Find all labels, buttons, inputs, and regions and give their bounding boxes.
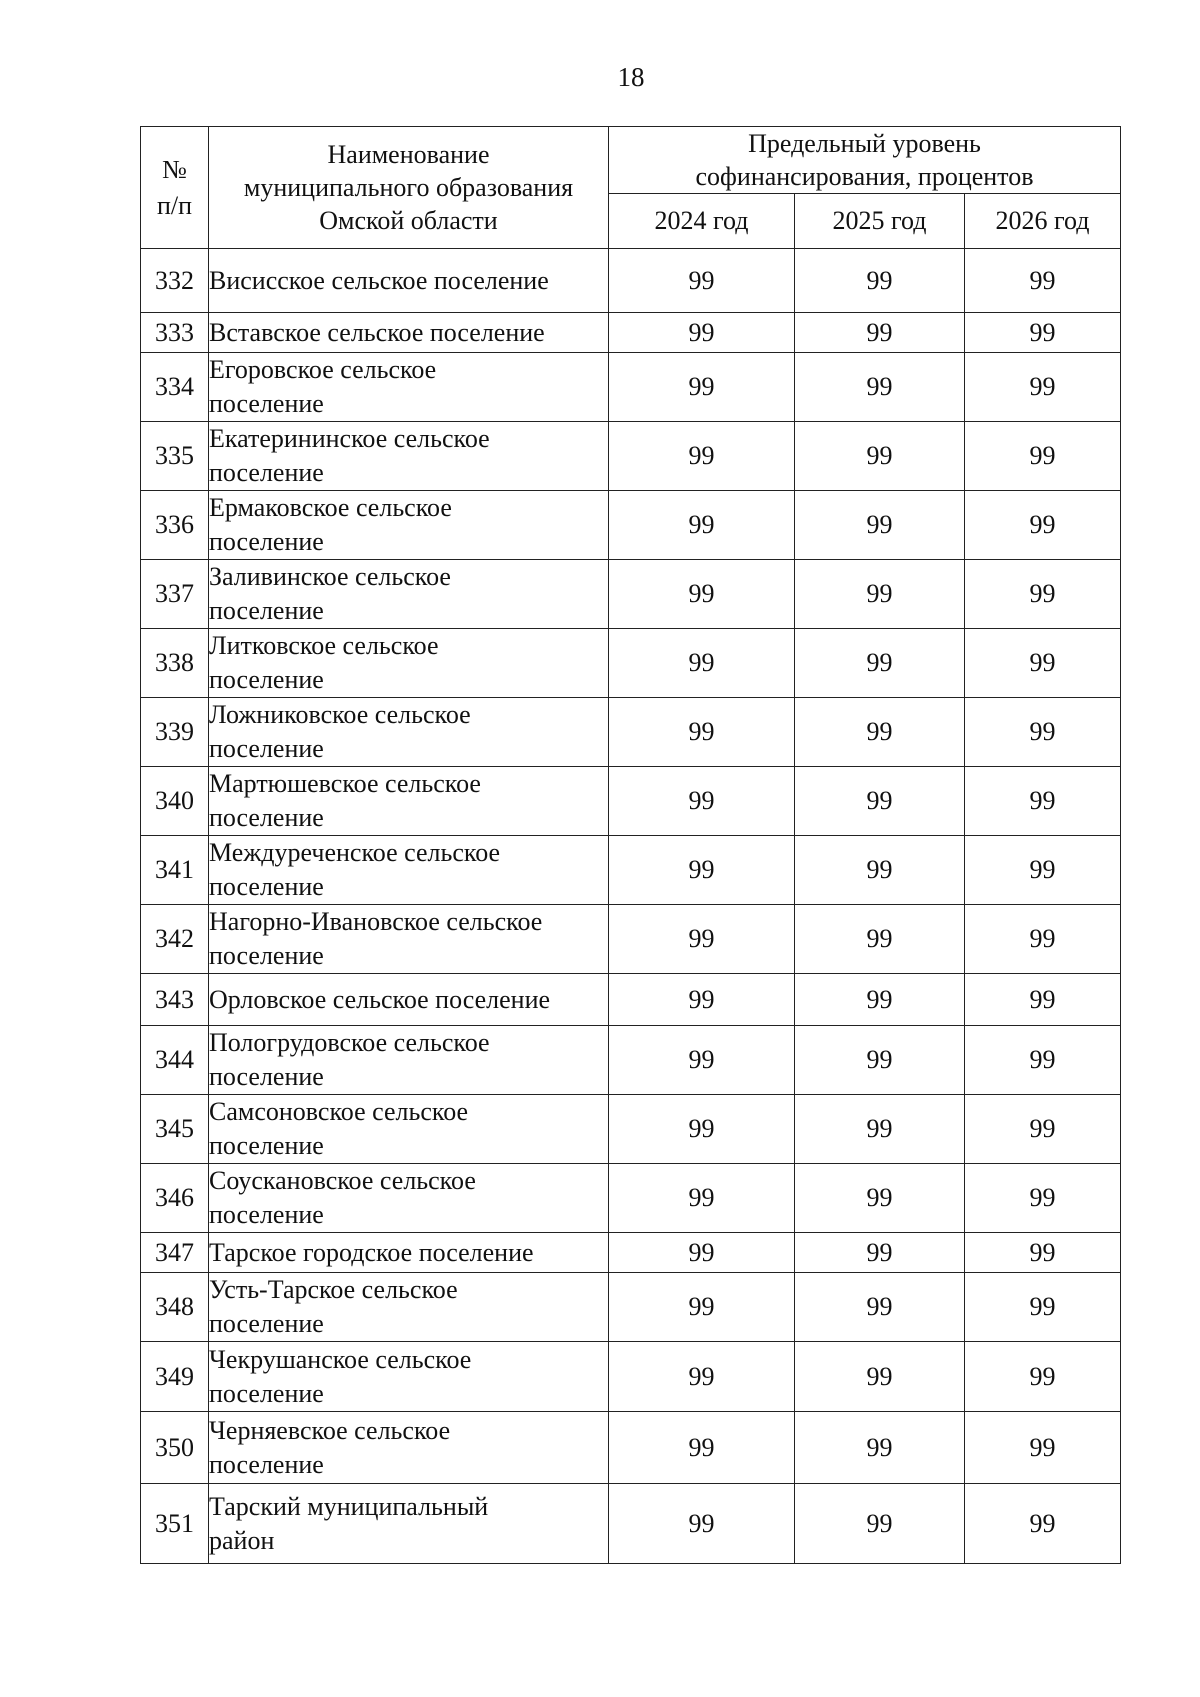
municipality-name-line: поселение	[209, 803, 324, 832]
cofinancing-value-2026: 99	[965, 422, 1121, 491]
header-year-2024: 2024 год	[609, 194, 795, 249]
row-number: 336	[141, 491, 209, 560]
cofinancing-value-2025: 99	[795, 629, 965, 698]
table-row	[141, 1026, 1121, 1095]
municipality-name-line: поселение	[209, 1062, 324, 1091]
row-number: 333	[141, 313, 209, 353]
cofinancing-value-2025: 99	[795, 1164, 965, 1233]
header-cofinancing-level	[609, 127, 1121, 194]
municipality-name	[209, 836, 609, 905]
cofinancing-value-2024: 99	[609, 1164, 795, 1233]
cofinancing-value-2024: 99	[609, 1273, 795, 1342]
cofinancing-value-2024: 99	[609, 1342, 795, 1412]
municipality-name-line: поселение	[209, 389, 324, 418]
header-group-line: Предельный уровень	[748, 129, 981, 158]
cofinancing-value-2025: 99	[795, 313, 965, 353]
municipality-name-line: Соускановское сельское	[209, 1166, 476, 1195]
municipality-name-line: район	[209, 1525, 275, 1555]
cofinancing-value-2026: 99	[965, 767, 1121, 836]
municipality-name-line: Егоровское сельское	[209, 355, 437, 384]
municipality-name-line: Вставское сельское поселение	[209, 317, 545, 347]
row-number: 339	[141, 698, 209, 767]
cofinancing-value-2026: 99	[965, 974, 1121, 1026]
cofinancing-value-2025: 99	[795, 698, 965, 767]
municipality-name-line: Екатерининское сельское	[209, 424, 490, 453]
cofinancing-value-2026: 99	[965, 629, 1121, 698]
municipality-name	[209, 974, 609, 1026]
row-number: 342	[141, 905, 209, 974]
cofinancing-value-2025: 99	[795, 491, 965, 560]
cofinancing-value-2024: 99	[609, 353, 795, 422]
cofinancing-value-2025: 99	[795, 560, 965, 629]
cofinancing-value-2026: 99	[965, 560, 1121, 629]
table-row	[141, 560, 1121, 629]
table-row	[141, 353, 1121, 422]
table-row	[141, 767, 1121, 836]
table-row	[141, 629, 1121, 698]
cofinancing-value-2024: 99	[609, 249, 795, 313]
cofinancing-value-2026: 99	[965, 1412, 1121, 1484]
row-number: 338	[141, 629, 209, 698]
cofinancing-value-2024: 99	[609, 313, 795, 353]
header-number	[141, 127, 209, 249]
municipality-name-line: поселение	[209, 941, 324, 970]
municipality-name	[209, 767, 609, 836]
cofinancing-value-2026: 99	[965, 313, 1121, 353]
cofinancing-value-2024: 99	[609, 491, 795, 560]
cofinancing-value-2025: 99	[795, 905, 965, 974]
cofinancing-value-2026: 99	[965, 491, 1121, 560]
cofinancing-value-2024: 99	[609, 1026, 795, 1095]
table-body	[141, 249, 1121, 1564]
municipality-name	[209, 1412, 609, 1484]
municipality-name-line: Висисское сельское поселение	[209, 265, 549, 295]
cofinancing-table	[140, 126, 1121, 1564]
cofinancing-value-2026: 99	[965, 1273, 1121, 1342]
header-number-line: №	[162, 154, 187, 184]
cofinancing-value-2024: 99	[609, 1095, 795, 1164]
row-number: 348	[141, 1273, 209, 1342]
row-number: 343	[141, 974, 209, 1026]
cofinancing-value-2025: 99	[795, 1273, 965, 1342]
municipality-name-line: поселение	[209, 1449, 324, 1479]
municipality-name-line: Нагорно-Ивановское сельское	[209, 907, 543, 936]
cofinancing-value-2026: 99	[965, 1342, 1121, 1412]
header-year-2026: 2026 год	[965, 194, 1121, 249]
municipality-name-line: поселение	[209, 1309, 324, 1338]
municipality-name	[209, 1342, 609, 1412]
cofinancing-value-2024: 99	[609, 629, 795, 698]
municipality-name-line: Литковское сельское	[209, 631, 439, 660]
cofinancing-value-2026: 99	[965, 1233, 1121, 1273]
municipality-name	[209, 491, 609, 560]
municipality-name-line: Мартюшевское сельское	[209, 769, 481, 798]
row-number: 332	[141, 249, 209, 313]
municipality-name-line: Орловское сельское поселение	[209, 984, 551, 1014]
cofinancing-value-2024: 99	[609, 698, 795, 767]
cofinancing-value-2024: 99	[609, 836, 795, 905]
table-header	[141, 127, 1121, 249]
municipality-name	[209, 313, 609, 353]
header-name-line: муниципального образования	[243, 173, 574, 202]
municipality-name	[209, 1095, 609, 1164]
municipality-name	[209, 1273, 609, 1342]
row-number: 349	[141, 1342, 209, 1412]
table-row	[141, 422, 1121, 491]
table-row	[141, 249, 1121, 313]
table-row	[141, 905, 1121, 974]
row-number: 341	[141, 836, 209, 905]
municipality-name-line: Тарский муниципальный	[209, 1491, 489, 1521]
row-number: 335	[141, 422, 209, 491]
cofinancing-value-2025: 99	[795, 353, 965, 422]
cofinancing-value-2026: 99	[965, 1026, 1121, 1095]
cofinancing-value-2025: 99	[795, 1026, 965, 1095]
municipality-name	[209, 698, 609, 767]
municipality-name-line: поселение	[209, 665, 324, 694]
municipality-name	[209, 1233, 609, 1273]
cofinancing-value-2026: 99	[965, 905, 1121, 974]
municipality-name-line: поселение	[209, 1131, 324, 1160]
cofinancing-value-2025: 99	[795, 1342, 965, 1412]
cofinancing-value-2025: 99	[795, 422, 965, 491]
row-number: 344	[141, 1026, 209, 1095]
table-row	[141, 491, 1121, 560]
cofinancing-value-2025: 99	[795, 1412, 965, 1484]
municipality-name	[209, 560, 609, 629]
row-number: 346	[141, 1164, 209, 1233]
municipality-name-line: Ермаковское сельское	[209, 493, 452, 522]
municipality-name-line: поселение	[209, 458, 324, 487]
cofinancing-value-2025: 99	[795, 1233, 965, 1273]
table-row	[141, 1164, 1121, 1233]
table-row	[141, 1095, 1121, 1164]
municipality-name-line: Черняевское сельское	[209, 1415, 451, 1445]
header-name-line: Наименование	[327, 140, 490, 169]
table-row	[141, 1412, 1121, 1484]
municipality-name-line: поселение	[209, 872, 324, 901]
table-row	[141, 974, 1121, 1026]
header-number-line: п/п	[156, 190, 193, 220]
municipality-name	[209, 629, 609, 698]
cofinancing-value-2025: 99	[795, 767, 965, 836]
cofinancing-value-2026: 99	[965, 1164, 1121, 1233]
table-row	[141, 313, 1121, 353]
row-number: 351	[141, 1484, 209, 1564]
municipality-name-line: Самсоновское сельское	[209, 1097, 469, 1126]
cofinancing-value-2026: 99	[965, 1484, 1121, 1564]
row-number: 340	[141, 767, 209, 836]
table-row	[141, 836, 1121, 905]
municipality-name-line: Заливинское сельское	[209, 562, 451, 591]
row-number: 337	[141, 560, 209, 629]
table-row	[141, 1342, 1121, 1412]
municipality-name-line: поселение	[209, 1378, 324, 1408]
municipality-name-line: поселение	[209, 1200, 324, 1229]
cofinancing-value-2026: 99	[965, 249, 1121, 313]
cofinancing-value-2024: 99	[609, 1233, 795, 1273]
municipality-name	[209, 353, 609, 422]
header-group-line: софинансирования, процентов	[695, 162, 1034, 191]
municipality-name-line: Чекрушанское сельское	[209, 1344, 472, 1374]
cofinancing-value-2026: 99	[965, 1095, 1121, 1164]
row-number: 347	[141, 1233, 209, 1273]
municipality-name-line: Ложниковское сельское	[209, 700, 471, 729]
municipality-name	[209, 1026, 609, 1095]
table-row	[141, 1233, 1121, 1273]
table-row	[141, 698, 1121, 767]
cofinancing-value-2024: 99	[609, 905, 795, 974]
table-row	[141, 1484, 1121, 1564]
municipality-name	[209, 422, 609, 491]
cofinancing-value-2025: 99	[795, 1095, 965, 1164]
municipality-name-line: поселение	[209, 527, 324, 556]
municipality-name-line: поселение	[209, 734, 324, 763]
row-number: 334	[141, 353, 209, 422]
cofinancing-value-2024: 99	[609, 560, 795, 629]
cofinancing-value-2026: 99	[965, 698, 1121, 767]
cofinancing-value-2024: 99	[609, 1484, 795, 1564]
municipality-name-line: поселение	[209, 596, 324, 625]
cofinancing-value-2026: 99	[965, 836, 1121, 905]
municipality-name-line: Тарское городское поселение	[209, 1237, 534, 1267]
municipality-name-line: Пологрудовское сельское	[209, 1028, 490, 1057]
cofinancing-value-2025: 99	[795, 1484, 965, 1564]
municipality-name	[209, 1164, 609, 1233]
header-year-2025: 2025 год	[795, 194, 965, 249]
cofinancing-value-2025: 99	[795, 836, 965, 905]
cofinancing-value-2024: 99	[609, 422, 795, 491]
cofinancing-value-2024: 99	[609, 974, 795, 1026]
page-number: 18	[617, 62, 645, 92]
municipality-name-line: Усть-Тарское сельское	[209, 1275, 458, 1304]
table-row	[141, 1273, 1121, 1342]
municipality-name	[209, 249, 609, 313]
cofinancing-value-2024: 99	[609, 767, 795, 836]
cofinancing-value-2025: 99	[795, 249, 965, 313]
header-name-line: Омской области	[319, 206, 498, 235]
header-name	[209, 127, 609, 249]
cofinancing-value-2025: 99	[795, 974, 965, 1026]
municipality-name	[209, 905, 609, 974]
cofinancing-value-2024: 99	[609, 1412, 795, 1484]
row-number: 350	[141, 1412, 209, 1484]
municipality-name-line: Междуреченское сельское	[209, 838, 501, 867]
row-number: 345	[141, 1095, 209, 1164]
cofinancing-value-2026: 99	[965, 353, 1121, 422]
municipality-name	[209, 1484, 609, 1564]
